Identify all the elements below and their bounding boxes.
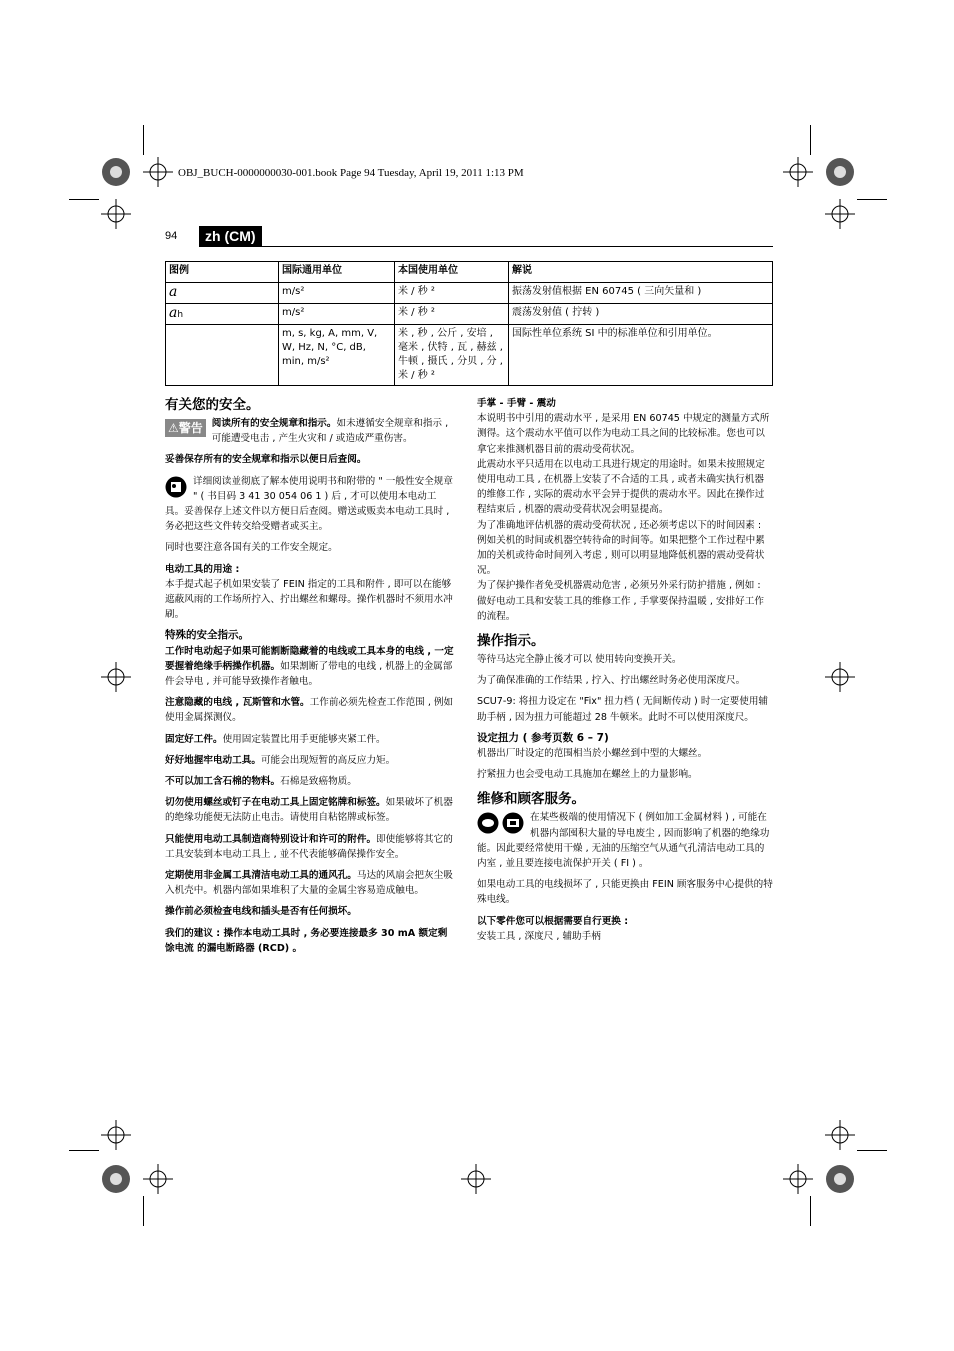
table-header-row	[166, 262, 773, 283]
local-unit-cell: 米 , 秒 , 公斤 , 安培 , 毫米 , 伏特 , 瓦 , 赫兹 , 牛顿 , 摄氏 , 分贝 , 分 , 米 / 秒 ²	[395, 325, 509, 386]
units-table	[165, 261, 773, 386]
safety-item-text: 即使能够将其它的工具安装到本电动工具上 , 並不代表能够确保操作安全。	[165, 833, 453, 860]
service-text: 如果电动工具的电线损坏了 , 只能更换由 FEIN 顾客服务中心提供的特殊电线。	[477, 879, 773, 906]
intl-unit-cell: m/s²	[279, 304, 395, 325]
service-text: 在某些极端的使用情况下 ( 例如加工金属材料 ) , 可能在机器内部囤积大量的导电废尘 , 因而影响了机器的绝缘功能。因此要经常使用干燥 , 无油的压缩空气从通气孔清洁电动工具的内室 , 並且要连接电流保护开关 ( FI ) 。	[477, 812, 770, 870]
safety-item-bold: 工作时电动起子如果可能割断隐藏着的电线或工具本身的电线 , 一定要握着绝缘手柄操作机器。	[165, 645, 454, 672]
vibration-text: 为了保护操作者免受机器震动危害 , 必须另外采行防护措施 , 例如 : 做好电动工具和安装工具的维修工作 , 手掌要保持温暖 , 安排好工作的流程。	[477, 580, 764, 622]
torque-heading: 设定扭力 ( 参考页数 6 – 7)	[477, 731, 609, 744]
safety-item: 我们的建议 : 操作本电动工具时 , 务必要连接最多 30 mA 额定剩馀电流 的漏电断路器 (RCD) 。	[165, 927, 448, 954]
crosshair-icon	[825, 662, 855, 692]
crop-line	[143, 125, 144, 155]
intl-unit-cell: m/s²	[279, 283, 395, 304]
print-info-line: OBJ_BUCH-0000000030-001.book Page 94 Tuesday, April 19, 2011 1:13 PM	[178, 167, 524, 179]
local-unit-cell: 米 / 秒 ²	[395, 283, 509, 304]
warning-paragraph	[165, 416, 455, 446]
safety-item-text: 如果破坏了机器的绝缘功能便无法防止电击。请使用自粘铭牌或标签。	[165, 797, 453, 824]
crosshair-icon	[101, 662, 131, 692]
operation-heading: 操作指示。	[477, 633, 545, 650]
table-header-cell: 本国使用单位	[395, 262, 509, 283]
vibration-heading: 手掌 - 手臂 - 震动	[477, 398, 556, 409]
description-cell: 振荡发射值根据 EN 60745 ( 三向矢量和 )	[509, 283, 773, 304]
safety-item-bold: 切勿使用螺丝或钉子在电动工具上固定铭牌和标签。	[165, 797, 386, 809]
safety-item	[165, 868, 455, 898]
safety-item-bold: 定期使用非金属工具清洁电动工具的通风孔。	[165, 870, 357, 882]
symbol-subscript: h	[177, 310, 184, 320]
warning-label: 警告	[178, 421, 203, 435]
safety-item-bold: 不可以加工含石棉的物料。	[165, 776, 281, 788]
crop-line	[857, 199, 887, 200]
crosshair-icon	[143, 157, 173, 187]
vibration-text: 此震动水平只适用在以电动工具进行规定的用途时。如果未按照规定使用电动工具 , 在机器上安装了不合适的工具 , 或者未确实执行机器的维修工作 , 实际的震动水平会异于提供的震动水平。因此在操作过程结束后 , 机器的震动受荷状况会明显提高。	[477, 458, 765, 516]
symbol-cell	[166, 304, 279, 325]
crop-line	[810, 1196, 811, 1226]
crosshair-icon	[825, 1120, 855, 1150]
crosshair-icon	[783, 1164, 813, 1194]
local-unit-cell: 米 / 秒 ²	[395, 304, 509, 325]
operation-text: 等待马达完全静止後才可以 使用转向变换开关。	[477, 654, 682, 666]
safety-item	[165, 753, 455, 768]
purpose-heading: 电动工具的用途 :	[165, 563, 240, 575]
read-manual-icon	[165, 476, 187, 498]
safety-item-bold: 只能使用电动工具制造商特别设计和许可的附件。	[165, 833, 377, 845]
safety-item-bold: 注意隐藏的电线 , 瓦斯管和水管。	[165, 697, 310, 709]
safety-item-text: 使用固定装置比用手更能够夹紧工件。	[222, 733, 386, 745]
safety-heading: 有关您的安全。	[165, 397, 260, 413]
service-paragraph	[477, 810, 773, 871]
safety-item-text: 如果割断了带电的电线 , 机器上的金属部件会导电 , 并可能导致操作者触电。	[165, 660, 453, 688]
torque-text: 机器出厂时设定的范围相当於小螺丝到中型的大螺丝。	[477, 748, 708, 760]
safety-item	[165, 774, 455, 789]
crop-line	[69, 1150, 99, 1151]
safety-item: 操作前必须检查电线和插头是否有任何损坏。	[165, 906, 357, 918]
table-row	[166, 304, 773, 325]
warning-badge	[165, 419, 206, 437]
crosshair-icon	[783, 157, 813, 187]
safety-item	[165, 644, 455, 690]
safety-item-text: 石棉是致癌物质。	[280, 776, 357, 788]
read-manual-paragraph	[165, 474, 455, 535]
description-cell: 国际性单位系统 SI 中的标准单位和引用单位。	[509, 325, 773, 386]
safety-item	[165, 832, 455, 862]
safety-item-text: 马达的风扇会把灰尘吸入机壳中。机器内部如果堆积了大量的金属尘容易造成触电。	[165, 870, 453, 897]
safety-item	[165, 795, 455, 825]
registration-mark-icon	[825, 157, 855, 187]
keep-instructions: 妥善保存所有的安全规章和指示以便日后查阅。	[165, 454, 367, 466]
service-icon	[502, 812, 524, 834]
registration-mark-icon	[101, 1164, 131, 1194]
intl-unit-cell: m, s, kg, A, mm, V, W, Hz, N, °C, dB, min, m/s²	[279, 325, 395, 386]
registration-mark-icon	[825, 1164, 855, 1194]
safety-item-text: 可能会出现短暂的高反应力矩。	[260, 754, 396, 766]
left-column	[165, 396, 455, 962]
symbol-cell	[166, 325, 279, 386]
vibration-text: 为了准确地评估机器的震动受荷状况 , 还必须考虑以下的时间因素 : 例如关机的时间或机器空转待命的时间等。如果把整个工作过程中累加的关机或待命时间列入考虑 , 则可以明显地降低机器的震动受荷状况。	[477, 519, 765, 577]
table-header-cell: 解说	[509, 262, 773, 283]
crosshair-icon	[825, 199, 855, 229]
operation-text: 为了确保准确的工作结果 , 拧入、拧出螺丝时务必使用深度尺。	[477, 675, 746, 687]
symbol-cell	[166, 283, 279, 304]
right-column	[477, 396, 773, 950]
symbol: a	[169, 305, 178, 321]
protective-glasses-icon	[477, 812, 499, 834]
header-rule	[199, 246, 773, 247]
special-safety-heading: 特殊的安全指示。	[165, 629, 249, 642]
crosshair-icon	[143, 1164, 173, 1194]
torque-text: 拧紧扭力也会受电动工具施加在螺丝上的力量影响。	[477, 769, 698, 781]
description-cell: 震荡发射值 ( 拧转 )	[509, 304, 773, 325]
parts-heading: 以下零件您可以根据需要自行更换 :	[477, 915, 629, 927]
safety-item-bold: 固定好工件。	[165, 733, 223, 745]
crosshair-icon	[101, 199, 131, 229]
page-number: 94	[165, 230, 178, 242]
vibration-text: 本说明书中引用的震动水平 , 是采用 EN 60745 中规定的测量方式所测得。这个震动水平值可以作为电动工具之间的比较标准。您也可以拿它来推测机器目前的震动受荷状况。	[477, 413, 770, 455]
safety-item	[165, 695, 455, 725]
local-rules-text: 同时也要注意各国有关的工作安全规定。	[165, 542, 338, 554]
crosshair-icon	[101, 1120, 131, 1150]
language-badge: zh (CM)	[199, 226, 262, 246]
warning-text: 如未遵循安全规章和指示 , 可能遭受电击 , 产生火灾和 / 或造成严重伤害。	[211, 418, 449, 445]
warning-bold: 阅读所有的安全规章和指示。	[211, 418, 337, 429]
table-header-cell: 国际通用单位	[279, 262, 395, 283]
safety-item	[165, 732, 455, 747]
operation-text: SCU7-9: 将扭力设定在 "Fix" 扭力档 ( 无间断传动 ) 时一定要使用辅助手柄 , 因为扭力可能超过 28 牛顿米。此时不可以使用深度尺。	[477, 696, 769, 723]
service-heading: 维修和顾客服务。	[477, 791, 585, 808]
parts-text: 安装工具 , 深度尺 , 辅助手柄	[477, 930, 601, 942]
crop-line	[143, 1196, 144, 1226]
table-row	[166, 325, 773, 386]
safety-item-text: 工作前必须先检查工作范围 , 例如使用金属探测仪。	[165, 697, 454, 724]
crop-line	[69, 199, 99, 200]
purpose-text: 本手提式起子机如果安装了 FEIN 指定的工具和附件 , 即可以在能够遮蔽风雨的工作场所拧入、拧出螺丝和螺母。操作机器时不须用水冲刷。	[165, 578, 453, 621]
crop-line	[810, 125, 811, 155]
registration-mark-icon	[101, 157, 131, 187]
safety-item-bold: 好好地握牢电动工具。	[165, 754, 261, 766]
table-row	[166, 283, 773, 304]
crosshair-icon	[461, 1164, 491, 1194]
symbol: a	[169, 284, 178, 300]
table-header-cell: 图例	[166, 262, 279, 283]
crop-line	[857, 1150, 887, 1151]
warning-triangle-icon: ⚠	[168, 421, 179, 435]
read-manual-text: 详细阅读並彻底了解本使用说明书和附带的 " 一般性安全规章 " ( 书目码 3 41 30 054 06 1 ) 后 , 才可以使用本电动工具。妥善保存上述文件以方便日后查阅。赠送或贩卖本电动工具时 , 务必把这些文件转交给受赠者或买主。	[165, 475, 453, 533]
